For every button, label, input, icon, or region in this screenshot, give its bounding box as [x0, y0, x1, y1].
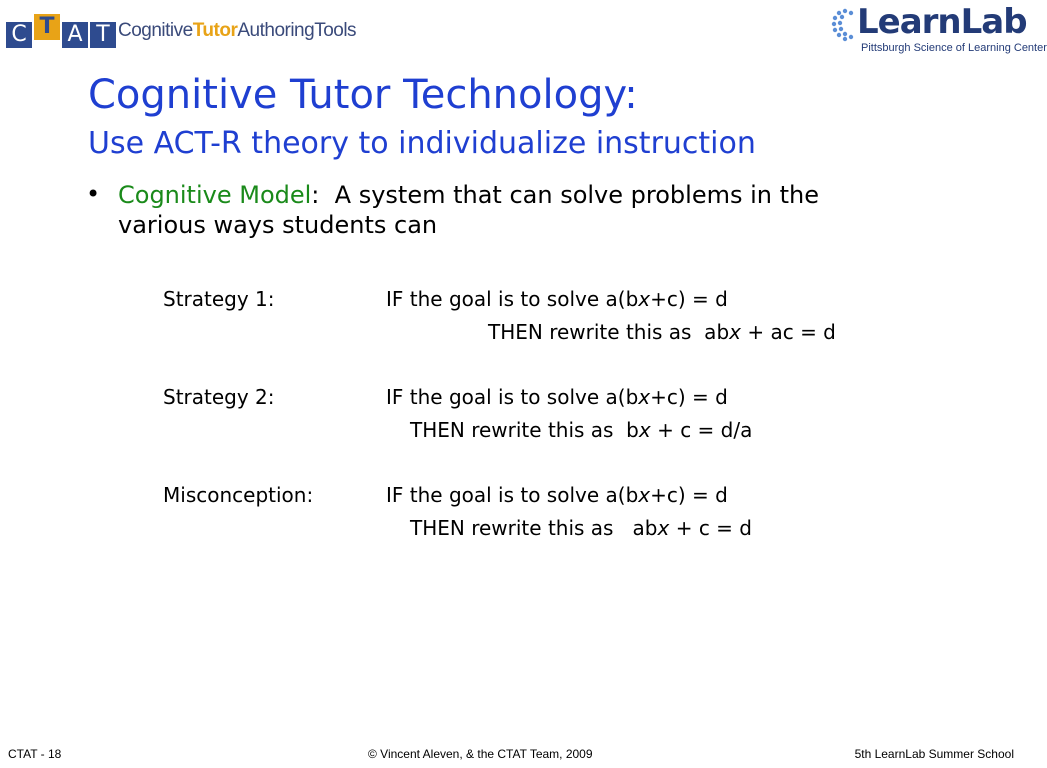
ctat-letter-a: A — [62, 22, 88, 48]
strategy-1-label: Strategy 1: — [163, 287, 275, 311]
strategy-2-then — [410, 418, 752, 442]
misconception-if-var: x — [638, 483, 651, 507]
misconception-if — [386, 483, 728, 507]
misconception-if-rest: +c) = d — [650, 483, 728, 507]
footer-copyright: © Vincent Aleven, & the CTAT Team, 2009 — [368, 747, 593, 761]
strategy-1-then-var: x — [729, 320, 741, 344]
strategy-1-then-rest: + ac = d — [740, 320, 836, 344]
misconception-if-text: IF the goal is to solve a(b — [386, 483, 639, 507]
strategy-1-if-rest: +c) = d — [650, 287, 728, 311]
ctat-name-authoring: AuthoringTools — [237, 20, 357, 41]
learnlab-subtitle: Pittsburgh Science of Learning Center — [861, 42, 1047, 54]
ctat-letter-t: T — [34, 14, 60, 40]
misconception-then — [410, 516, 752, 540]
footer-slide-number: CTAT - 18 — [8, 747, 62, 761]
strategy-2-then-var: x — [638, 418, 651, 442]
slide-title: Cognitive Tutor Technology: — [88, 72, 638, 118]
strategy-2-if-text: IF the goal is to solve a(b — [386, 385, 639, 409]
ctat-name-cognitive: Cognitive — [118, 20, 193, 41]
bullet-description: A system that can solve problems in the various ways students can — [118, 181, 827, 239]
strategy-1-then-text: THEN rewrite this as ab — [488, 320, 730, 344]
strategy-2-label: Strategy 2: — [163, 385, 275, 409]
strategy-2-if — [386, 385, 728, 409]
ctat-letter-c: C — [6, 22, 32, 48]
misconception-label: Misconception: — [163, 483, 314, 507]
strategy-1-if-text: IF the goal is to solve a(b — [386, 287, 639, 311]
strategy-2-if-var: x — [638, 385, 651, 409]
strategy-1-if-var: x — [638, 287, 651, 311]
strategy-2-then-rest: + c = d/a — [650, 418, 753, 442]
strategy-1-if — [386, 287, 728, 311]
misconception-then-text: THEN rewrite this as ab — [410, 516, 658, 540]
bullet-colon: : — [311, 181, 320, 209]
strategy-2-if-rest: +c) = d — [650, 385, 728, 409]
learnlab-logo — [831, 2, 1047, 56]
ctat-name-tutor: Tutor — [192, 20, 238, 41]
strategy-2-then-text: THEN rewrite this as b — [410, 418, 639, 442]
ctat-letter-t2: T — [90, 22, 116, 48]
strategy-1-then — [488, 320, 836, 344]
bullet-text — [118, 180, 908, 240]
slide-subtitle: Use ACT-R theory to individualize instruction — [88, 126, 756, 161]
misconception-then-rest: + c = d — [669, 516, 752, 540]
learnlab-name: LearnLab — [857, 2, 1027, 42]
footer-event: 5th LearnLab Summer School — [854, 747, 1014, 761]
misconception-then-var: x — [657, 516, 670, 540]
bullet-term: Cognitive Model — [118, 181, 312, 209]
ctat-logo — [6, 10, 357, 50]
bullet-marker: • — [86, 180, 101, 208]
ctat-product-name — [118, 20, 356, 42]
